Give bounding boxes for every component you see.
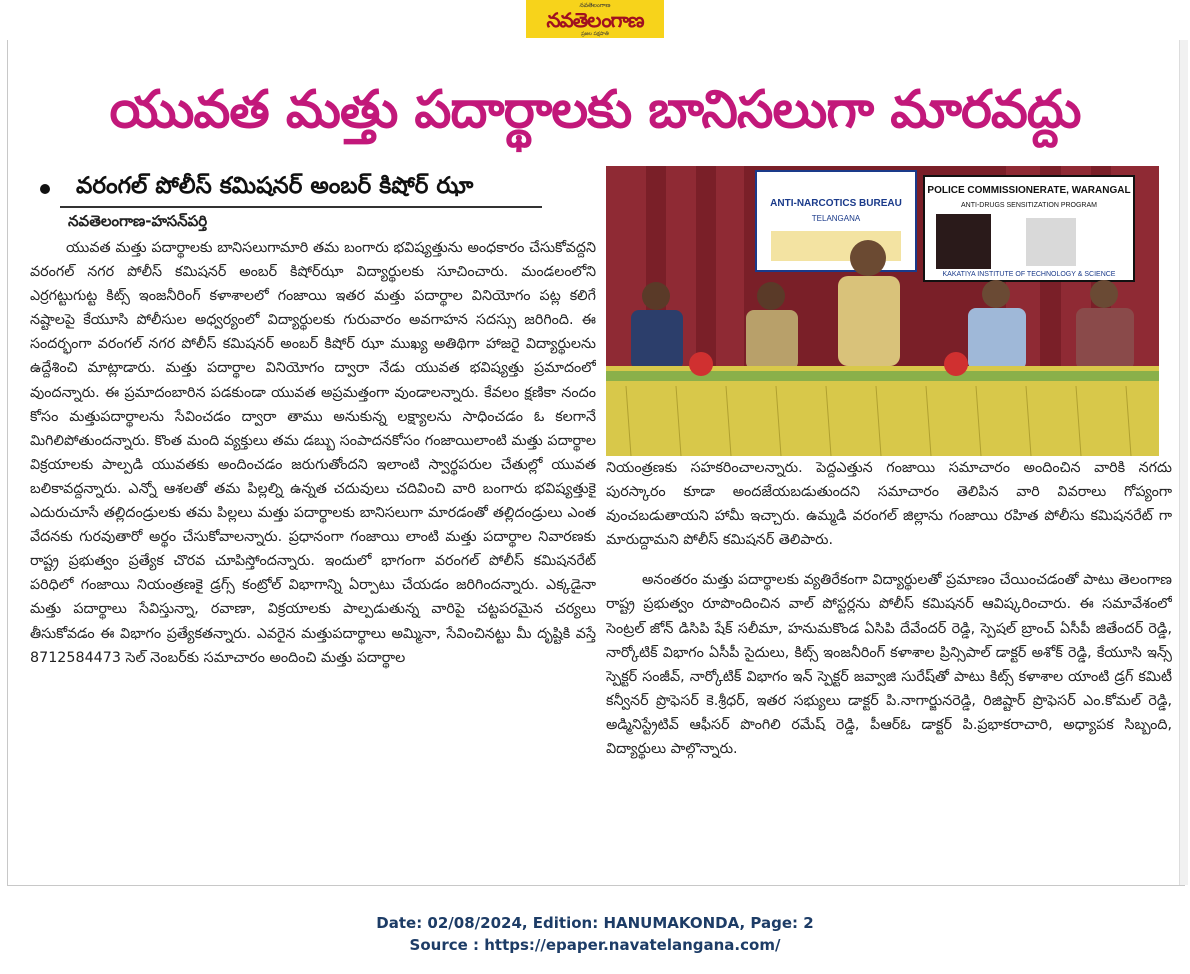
article-paragraph: నియంత్రణకు సహకరించాలన్నారు. పెద్దఎత్తున గంజాయి సమాచారం అందించిన వారికి నగదు పురస్కారం కూడా అందజేయబడుతుందని సమాచారం తెలిపిన వారి వివరాలు గోప్యంగా వుంచబడుతాయని హామీ ఇచ్చారు. ఉమ్మడి వరంగల్ జిల్లాను గంజాయి రహిత పోలీసు కమిషనరేట్ గా మారుద్దామని పోలీస్ కమిషనర్ తెలిపారు. [606, 460, 1172, 549]
banner-right-title: POLICE COMMISSIONERATE, WARANGAL [927, 185, 1131, 196]
banner-right-sub: ANTI-DRUGS SENSITIZATION PROGRAM [961, 202, 1097, 209]
article-column-left [30, 236, 596, 886]
footer-date-line: Date: 02/08/2024, Edition: HANUMAKONDA, Page: 2 [376, 914, 814, 932]
subheadline-text: వరంగల్ పోలీస్ కమిషనర్ అంబర్ కిషోర్ ఝా [76, 173, 474, 199]
footer-source-link[interactable]: Source : https://epaper.navatelangana.com/ [409, 936, 781, 954]
banner-left-sub: TELANGANA [811, 214, 861, 223]
masthead-brand: నవతెలంగాణ [546, 7, 644, 32]
page-footer [0, 912, 1190, 956]
banner-right-footer: KAKATIYA INSTITUTE OF TECHNOLOGY & SCIENCE [942, 271, 1116, 278]
masthead-tagline-top: నవతెలంగాణ [579, 1, 611, 9]
paragraph-gap [606, 552, 1172, 568]
article-subheadline [40, 172, 600, 206]
photo-illustration [606, 166, 1159, 456]
vertical-scrollbar[interactable] [1179, 40, 1188, 885]
article-column-right [606, 456, 1172, 876]
article-paragraph: అనంతరం మత్తు పదార్థాలకు వ్యతిరేకంగా విద్యార్థులతో ప్రమాణం చేయించడంతో పాటు తెలంగాణ రాష్ట్ర ప్రభుత్వం రూపొందించిన వాల్ పోస్టర్లను పోలీస్ కమిషనర్ ఆవిష్కరించారు. ఈ సమావేశంలో సెంట్రల్ జోన్ డిసిపి షేక్ సలీమా, హనుమకొండ ఏసిపి దేవేందర్ రెడ్డి, స్పెషల్ బ్రాంచ్ ఏసీపీ జితేందర్ రెడ్డి, నార్కోటిక్ విభాగం ఏసీపీ సైదులు, కిట్స్ ఇంజనీరింగ్ కళాశాల ప్రిన్సిపాల్ డాక్టర్ అశోక్ రెడ్డి, కేయూసి ఇన్స్ స్పెక్టర్ సంజీవ్, నార్కోటిక్ విభాగం ఇన్ స్పెక్టర్ జవ్వాజి సురేష్‌తో పాటు కిట్స్ కళాశాల యాంటి డ్రగ్ కమిటీ కన్వీనర్ ప్రొఫెసర్ కె.శ్రీధర్, ఇతర సభ్యులు డాక్టర్ పి.నాగార్జునరెడ్డి, రిజిష్టార్ ప్రొఫెసర్ ఎం.కోమల్ రెడ్డి, అడ్మినిస్ట్రేటివ్ ఆఫీసర్ పొంగిలి రమేష్ రెడ్డి, పీఆర్‌ఓ డాక్టర్ పి.ప్రభాకరాచారి, అధ్యాపక సిబ్బంది, విద్యార్థులు పాల్గొన్నారు. [606, 572, 1172, 758]
bullet-icon [40, 184, 50, 194]
masthead-tagline-bottom: ప్రజల పక్షపాతి [581, 30, 609, 37]
article-photo [606, 166, 1159, 456]
banner-left-title: ANTI-NARCOTICS BUREAU [770, 198, 902, 209]
subheadline-rule [60, 206, 542, 208]
article-dateline: నవతెలంగాణ-హసన్‌పర్తి [68, 212, 208, 230]
article-paragraph: యువత మత్తు పదార్థాలకు బానిసలుగామారి తమ బంగారు భవిష్యత్తును అంధకారం చేసుకోవద్దని వరంగల్ నగర పోలీస్ కమిషనర్ అంబర్ కిషోర్‌ఝా విద్యార్థులకు సూచించారు. మండలంలోని ఎర్రగట్టుగుట్ట కిట్స్ ఇంజనీరింగ్ కళాశాలలో గంజాయి ఇతర మత్తు పదార్థాల వినియోగం పట్ల కలిగే నష్టాలపై కేయూసి పోలీసుల అధ్వర్యంలో విద్యార్థులకు గురువారం అవగాహన సదస్సు జరిగింది. ఈ సందర్భంగా వరంగల్ నగర పోలీస్ కమిషనర్ అంబర్ కిషోర్ ఝా ముఖ్య అతిథిగా హాజరై విద్యార్థులను ఉద్దేశించి మాట్లాడారు. మత్తు పదార్థాల వినియోగం ద్వారా నేడు యువత భవిష్యత్తు ప్రమాదంలో వుందన్నారు. ఈ ప్రమాదంబారిన పడకుండా యువత అప్రమత్తంగా వుండాలన్నారు. కేవలం క్షణికా నందం కోసం మత్తుపదార్థాలను సేవించడం ద్వారా తాము అనుకున్న లక్ష్యాలను సాధించడం ఓ కలగానే మిగిలిపోతుందన్నారు. కొంత మంది వ్యక్తులు తమ డబ్బు సంపాదనకోసం గంజాయిలాంటి మత్తు పదార్థాల విక్రయాలకు పాల్పడి యువతకు అందించడం జరుగుతోందని ఇలాంటి స్వార్థపరుల చేతుల్లో యువత బలికావద్దన్నారు. ఎన్నో ఆశలతో తమ పిల్లల్ని ఉన్నత చదువులు చదివించి వారి బంగారు భవిష్యత్తుకై ఎదురుచూసే తల్లిదండ్రులకు తమ పిల్లలు మత్తు పదార్థాలకు బానిసలుగా మారడంతో తల్లిదండ్రులు ఎంత వేదనకు గురవుతారో అర్థం చేసుకోవాలన్నారు. ప్రధానంగా గంజాయి లాంటి మత్తు పదార్థాల నివారణకు రాష్ట్ర ప్రభుత్వం ప్రత్యేక చొరవ చూపిస్తోందన్నారు. ఇందులో భాగంగా వరంగల్ పోలీస్ కమిషనరేట్ పరిధిలో గంజాయి నియంత్రణకై డ్రగ్స్ కంట్రోల్ విభాగాన్ని ఏర్పాటు చేయడం జరిగిందన్నారు. ఎక్కడైనా మత్తు పదార్థాలు సేవిస్తున్నా, రవాణా, విక్రయాలకు పాల్పడుతున్న వారిపై చట్టపరమైన చర్యలు తీసుకోవడం ఈ విభాగం ప్రత్యేకతన్నారు. ఎవరైన మత్తుపదార్థాలు అమ్మినా, సేవించినట్టు మీ దృష్టికి వస్తే 8712584473 సెల్ నెంబర్‌కు సమాచారం అందించి మత్తు పదార్థాల [30, 240, 596, 666]
masthead-logo[interactable] [526, 0, 664, 38]
article-headline: యువత మత్తు పదార్థాలకు బానిసలుగా మారవద్దు [109, 80, 1081, 140]
